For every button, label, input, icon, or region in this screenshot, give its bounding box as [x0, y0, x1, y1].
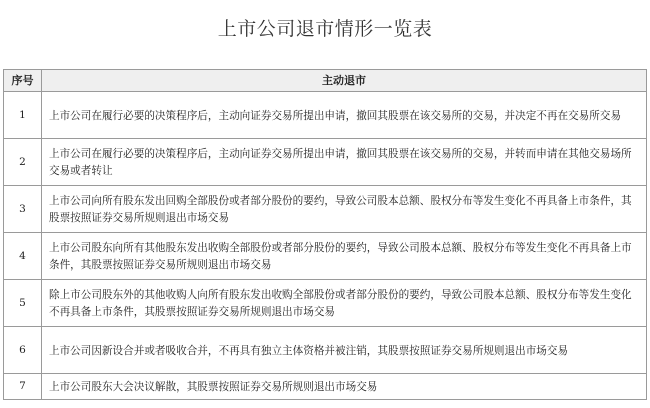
header-active-delisting: 主动退市: [42, 70, 647, 92]
row-number: 7: [4, 374, 42, 400]
row-number: 3: [4, 186, 42, 233]
table-row: [4, 139, 647, 186]
row-number: 1: [4, 92, 42, 139]
table-row: [4, 92, 647, 139]
row-text: 上市公司因新设合并或者吸收合并，不再具有独立主体资格并被注销，其股票按照证券交易所规则退出市场交易: [42, 327, 647, 374]
header-number: 序号: [4, 70, 42, 92]
row-number: 6: [4, 327, 42, 374]
row-text: 上市公司在履行必要的决策程序后，主动向证券交易所提出申请，撤回其股票在该交易所的交易，并转而申请在其他交易场所交易或者转让: [42, 139, 647, 186]
delisting-table: [3, 69, 647, 400]
row-text: 上市公司股东向所有其他股东发出收购全部股份或者部分股份的要约，导致公司股本总额、股权分布等发生变化不再具备上市条件，其股票按照证券交易所规则退出市场交易: [42, 233, 647, 280]
table-row: [4, 280, 647, 327]
page-title: 上市公司退市情形一览表: [217, 18, 433, 40]
row-text: 上市公司股东大会决议解散，其股票按照证券交易所规则退出市场交易: [42, 374, 647, 400]
table-row: [4, 327, 647, 374]
row-text: 除上市公司股东外的其他收购人向所有股东发出收购全部股份或者部分股份的要约，导致公司股本总额、股权分布等发生变化不再具备上市条件，其股票按照证券交易所规则退出市场交易: [42, 280, 647, 327]
table-row: [4, 233, 647, 280]
table-row: [4, 374, 647, 400]
row-text: 上市公司向所有股东发出回购全部股份或者部分股份的要约，导致公司股本总额、股权分布等发生变化不再具备上市条件，其股票按照证券交易所规则退出市场交易: [42, 186, 647, 233]
row-number: 4: [4, 233, 42, 280]
table-header-row: [4, 70, 647, 92]
table-row: [4, 186, 647, 233]
row-text: 上市公司在履行必要的决策程序后，主动向证券交易所提出申请，撤回其股票在该交易所的交易，并决定不再在交易所交易: [42, 92, 647, 139]
row-number: 2: [4, 139, 42, 186]
row-number: 5: [4, 280, 42, 327]
